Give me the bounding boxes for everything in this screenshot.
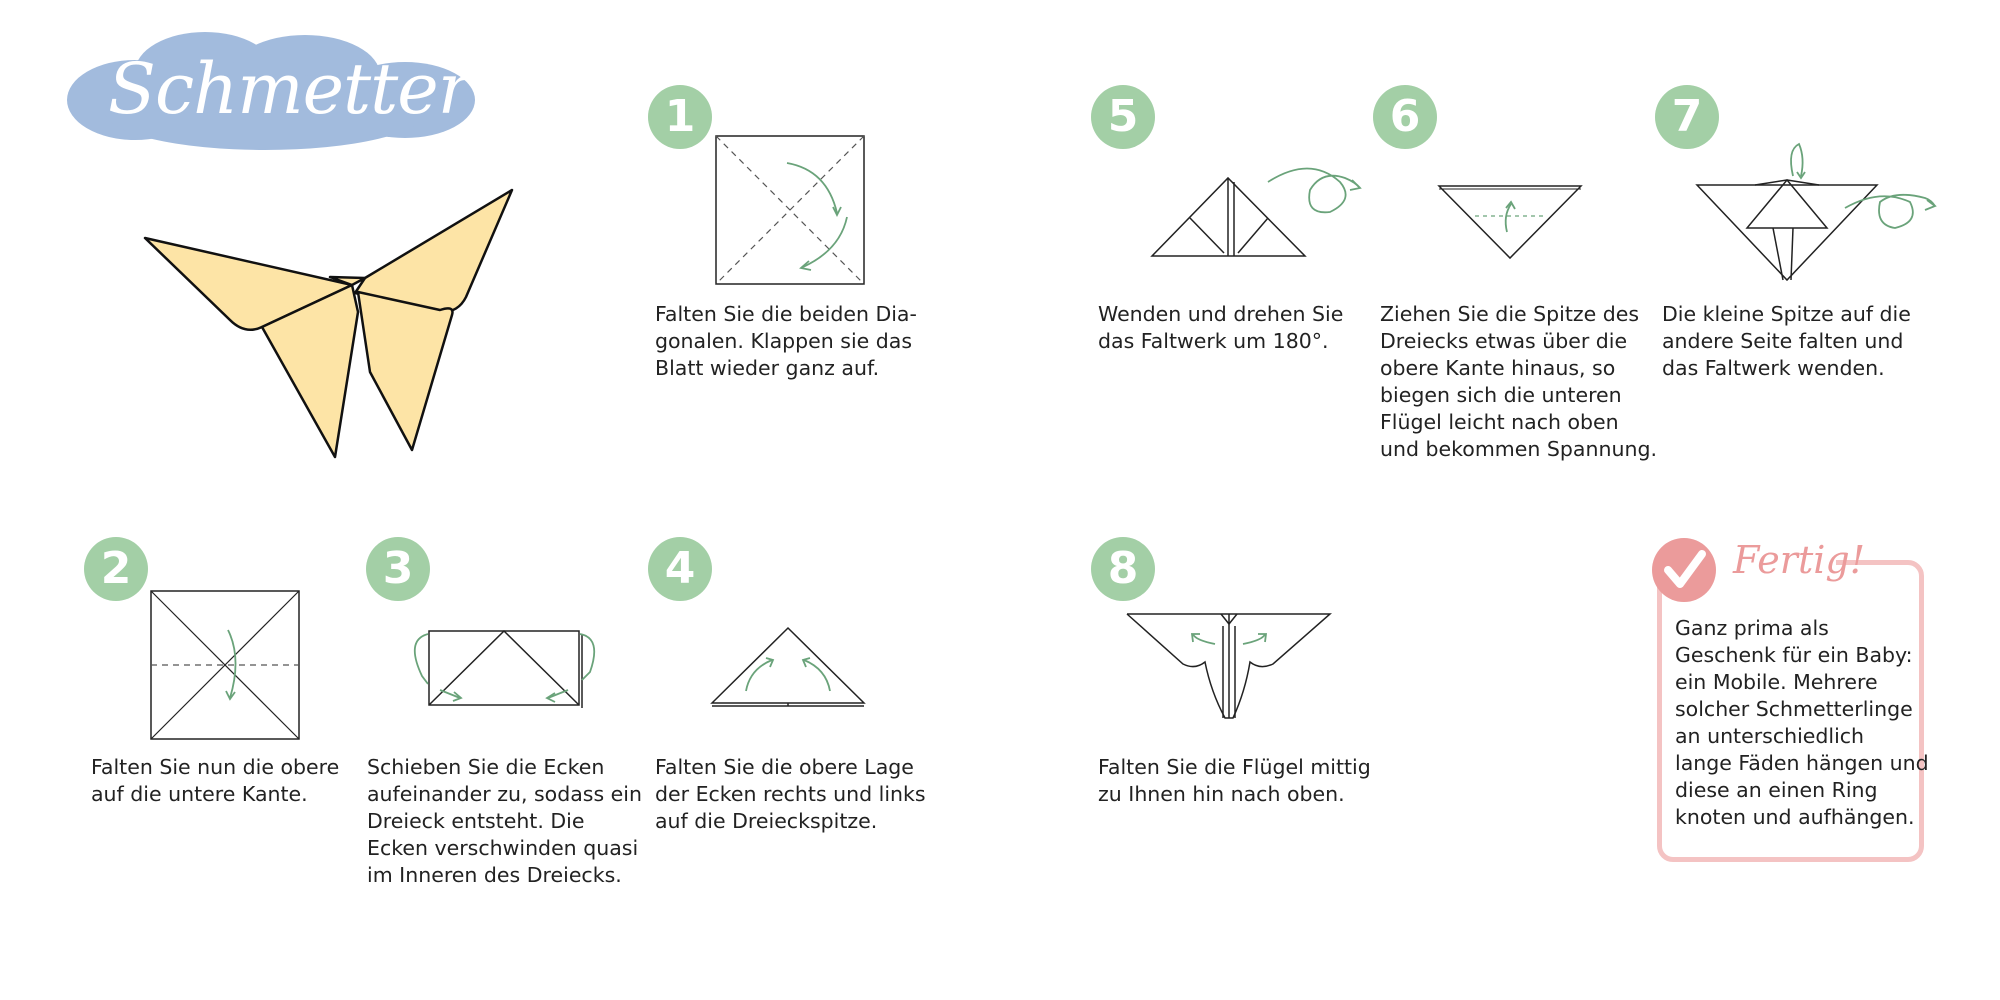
step-2-badge: 2: [84, 537, 148, 601]
step-8-text: Falten Sie die Flügel mittig zu Ihnen hin nach oben.: [1098, 755, 1371, 806]
fertig-check-badge: [1652, 538, 1716, 602]
fertig-text: Ganz prima als Geschenk für ein Baby: ein Mobile. Mehrere solcher Schmetterlinge an unterschiedlich lange Fäden hängen und diese an einen Ring knoten und aufhängen.: [1675, 616, 1929, 829]
step-4-diagram: [710, 625, 870, 715]
step-3-badge: 3: [366, 537, 430, 601]
step-4-text: Falten Sie die obere Lage der Ecken rechts und links auf die Dreieckspitze.: [655, 755, 926, 833]
step-8-diagram: [1125, 612, 1335, 722]
step-7-text: Die kleine Spitze auf die andere Seite falten und das Faltwerk wenden.: [1662, 302, 1911, 380]
step-1-badge: 1: [648, 85, 712, 149]
step-4-badge: 4: [648, 537, 712, 601]
step-2-diagram: [150, 590, 300, 740]
fertig-label: Fertig!: [1733, 538, 1865, 582]
checkmark-icon: [1652, 538, 1716, 602]
step-2-text: Falten Sie nun die obere auf die untere Kante.: [91, 755, 340, 806]
step-7-badge: 7: [1655, 85, 1719, 149]
butterfly-illustration: [140, 185, 540, 475]
step-3-diagram: [410, 628, 610, 718]
step-5-text: Wenden und drehen Sie das Faltwerk um 180°.: [1098, 302, 1344, 353]
step-5-diagram: [1150, 160, 1370, 270]
step-1-diagram: [715, 135, 865, 285]
step-6-diagram: [1435, 180, 1595, 270]
step-1-text: Falten Sie die beiden Dia- gonalen. Klappen sie das Blatt wieder ganz auf.: [655, 302, 917, 380]
step-8-badge: 8: [1091, 537, 1155, 601]
step-7-diagram: [1695, 140, 1945, 290]
step-3-text: Schieben Sie die Ecken aufeinander zu, sodass ein Dreieck entsteht. Die Ecken verschwinden quasi im Inneren des Dreiecks.: [367, 755, 642, 887]
step-5-badge: 5: [1091, 85, 1155, 149]
page-title: Schmetterling: [108, 48, 601, 130]
step-6-badge: 6: [1373, 85, 1437, 149]
step-6-text: Ziehen Sie die Spitze des Dreiecks etwas über die obere Kante hinaus, so biegen sich die unteren Flügel leicht nach oben und bekommen Spannung.: [1380, 302, 1657, 461]
